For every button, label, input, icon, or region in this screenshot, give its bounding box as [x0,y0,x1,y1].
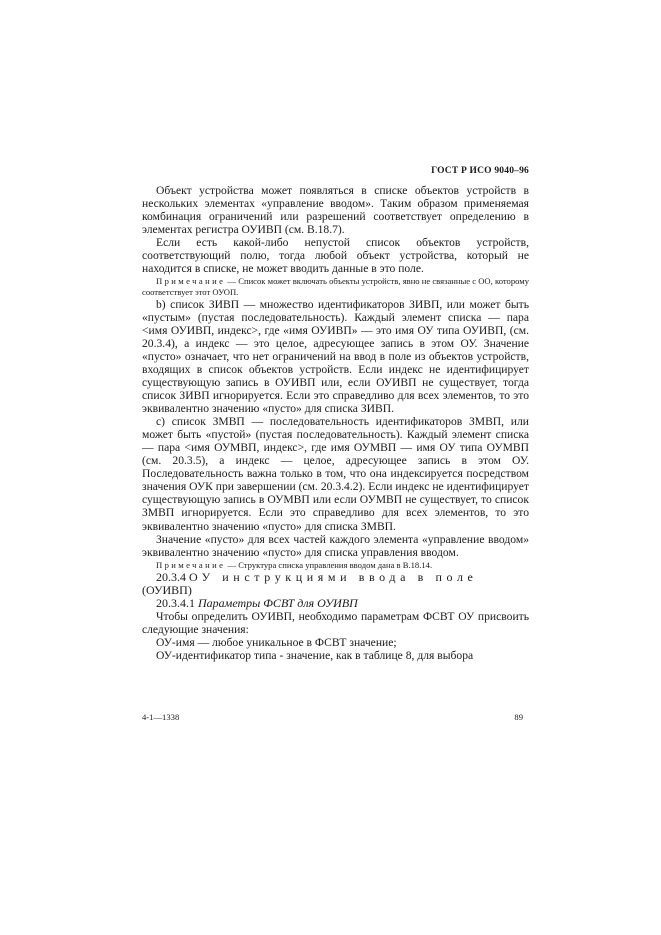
section-number: 20.3.4 [156,569,186,584]
paragraph: Значение «пусто» для всех частей каждого элемента «управление вводом» эквивалентно значению «пусто» для списка управления вводом. [142,532,529,559]
note-label: Примечание [156,559,226,570]
paragraph: Если есть какой-либо непустой список объектов устройств, соответствующий полю, тогда любой объект устройства, который не находится в списке, не может вводить данные в это поле. [142,236,529,276]
paragraph: Объект устройства может появляться в списке объектов устройств в нескольких элементах «управление вводом». Таким образом применяемая комбинация ограничений или разрешений соответствует определению в элементах регистра ОУИВП (см. В.18.7). [142,184,529,237]
note-text: — Структура списка управления вводом дана в В.18.14. [225,559,433,570]
subsection-title: Параметры ФСВТ для ОУИВП [198,595,358,610]
standard-header: ГОСТ Р ИСО 9040–96 [431,166,529,176]
subsection-number: 20.3.4.1 [156,595,195,610]
note [142,276,529,296]
page-number: 89 [514,712,523,722]
subsection-heading [142,597,529,610]
paragraph: ОУ-имя — любое уникальное в ФСВТ значение; [156,636,397,650]
paragraph: Чтобы определить ОУИВП, необходимо параметрам ФСВТ ОУ присвоить следующие значения: [142,610,529,637]
note-label: Примечание [156,276,226,287]
note-text: — Список может включать объекты устройств, явно не связанные с ОО, которому соответствует этот ОУОП. [142,276,529,297]
print-code: 4-1—1338 [142,712,180,722]
section-heading [142,571,529,597]
section-title: ОУ инструкциями ввода в поле [189,569,478,584]
document-body [142,184,529,662]
paragraph: ОУ-идентификатор типа - значение, как в таблице 8, для выбора [156,649,474,663]
list-item-b: b) список ЗИВП — множество идентификаторов ЗИВП, или может быть «пустым» (пустая последовательность). Каждый элемент списка — пара <имя ОУИВП, индекс>, где «имя ОУИВП» — это имя ОУ типа ОУИВП, (см. 20.3.4), а индекс — это целое, адресующее запись в этом ОУ. Значение «пусто» означает, что нет ограничений на ввод в поле из объектов устройств, входящих в список объектов устройств. Если индекс не идентифицирует существующую запись в ОУИВП или, если ОУИВП не существует, тогда список ЗИВП игнорируется. Если это справедливо для всех элементов, то это эквивалентно значению «пусто» для списка ЗИВП. [142,297,529,416]
note [142,560,529,570]
section-abbr: (ОУИВП) [142,582,192,597]
list-item-c: c) список ЗМВП — последовательность идентификаторов ЗМВП, или может быть «пустой» (пустая последовательность). Каждый элемент списка — пара <имя ОУМВП, индекс>, где имя ОУМВП — имя ОУ типа ОУМВП (см. 20.3.5), а индекс — целое, адресующее запись в этом ОУ. Последовательность важна только в том, что она индексируется посредством значения ОУК при завершении (см. 20.3.4.2). Если индекс не идентифицирует существующую запись в ОУМВП или если ОУМВП не существует, то список ЗМВП игнорируется. Если это справедливо для всех элементов, то это эквивалентно значению «пусто» для списка ЗМВП. [142,415,529,533]
